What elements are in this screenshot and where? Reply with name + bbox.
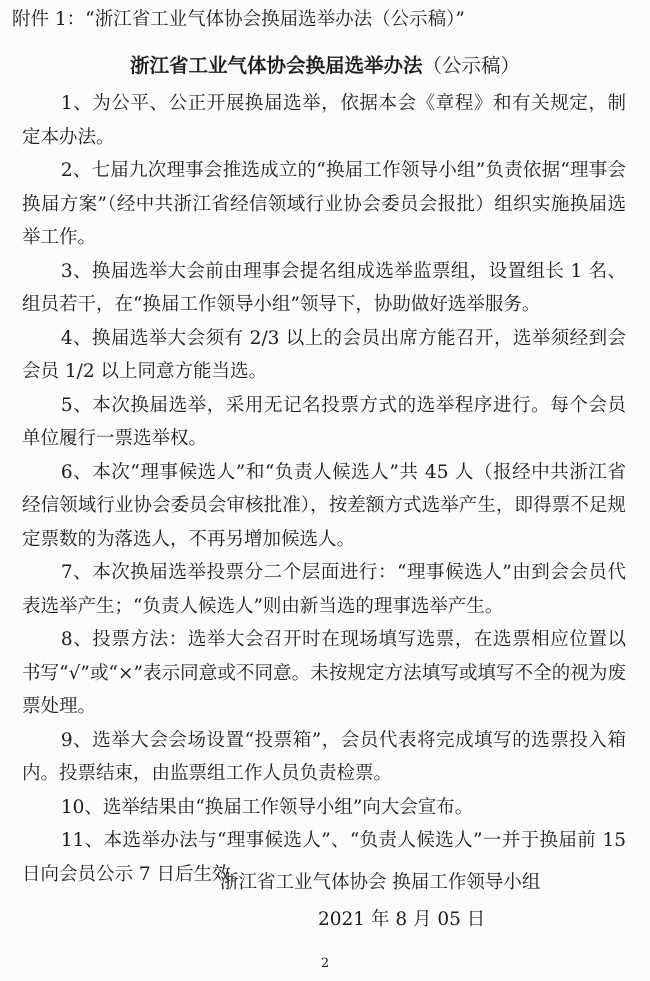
paragraph-10: 10、选举结果由“换届工作领导小组”向大会宣布。 (60, 796, 474, 818)
paragraph-11: 11、本选举办法与“理事候选人”、“负责人候选人”一并于换届前 15 日向会员公示 7 日后生效。 (22, 830, 626, 885)
paragraph-6: 6、本次“理事候选人”和“负责人候选人”共 45 人（报经中共浙江省经信领域行业协会委员会审核批准），按差额方式选举产生，即得票不足规定票数的为落选人，不再另增加候选人。 (22, 461, 626, 550)
paragraph-2: 2、七届九次理事会推选成立的“换届工作领导小组”负责依据“理事会换届方案”（经中共浙江省经信领域行业协会委员会报批）组织实施换届选举工作。 (22, 160, 626, 248)
signature-line: 浙江省工业气体协会 换届工作领导小组 (220, 872, 541, 893)
document-title-main: 浙江省工业气体协会换届选举办法 (129, 54, 423, 77)
attachment-heading: 附件 1：“浙江省工业气体协会换届选举办法（公示稿）” (12, 9, 465, 30)
paragraph-7: 7、本次换届选举投票分二个层面进行：“理事候选人”由到会会员代表选举产生；“负责人候选人”则由新当选的理事选举产生。 (22, 562, 626, 617)
document-body (22, 87, 626, 891)
page-number: 2 (320, 956, 330, 971)
paragraph-3: 3、换届选举大会前由理事会提名组成选举监票组，设置组长 1 名、组员若干，在“换届工作领导小组”领导下，协助做好选举服务。 (22, 260, 626, 315)
paragraph-1: 1、为公平、公正开展换届选举，依据本会《章程》和有关规定，制定本办法。 (22, 93, 626, 148)
document-date: 2021 年 8 月 05 日 (318, 909, 486, 930)
paragraph-8: 8、投票方法：选举大会召开时在现场填写选票，在选票相应位置以书写“√”或“×”表示同意或不同意。未按规定方法填写或填写不全的视为废票处理。 (22, 629, 626, 717)
paragraph-5: 5、本次换届选举，采用无记名投票方式的选举程序进行。每个会员单位履行一票选举权。 (22, 394, 626, 449)
document-title (0, 51, 650, 81)
paragraph-9: 9、选举大会会场设置“投票箱”，会员代表将完成填写的选票投入箱内。投票结束，由监票组工作人员负责检票。 (22, 729, 626, 784)
paragraph-4: 4、换届选举大会须有 2/3 以上的会员出席方能召开，选举须经到会会员 1/2 以上同意方能当选。 (22, 327, 626, 382)
document-title-suffix: （公示稿） (422, 54, 521, 77)
